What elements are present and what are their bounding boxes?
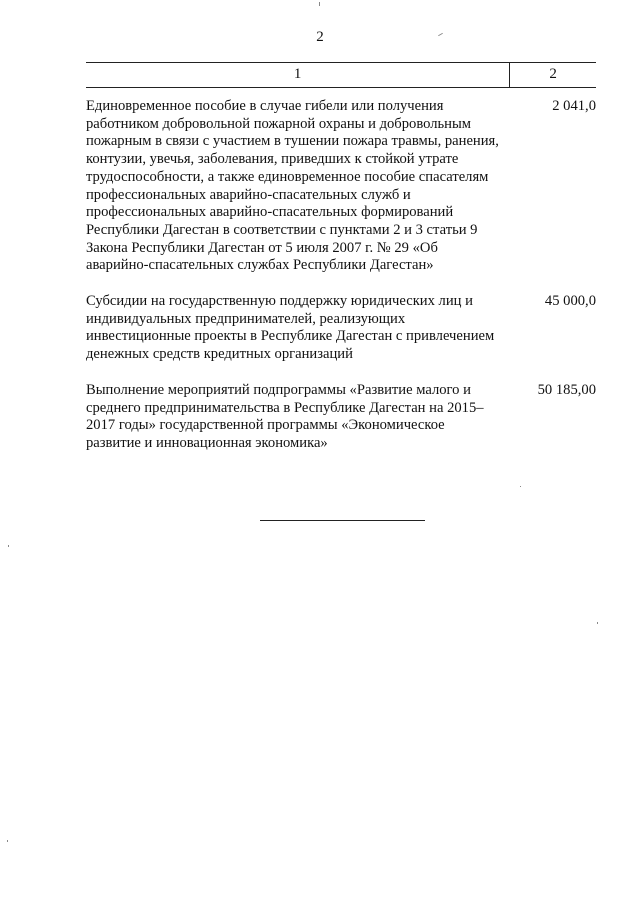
table-header-row: [86, 63, 596, 88]
table-row: [86, 275, 596, 364]
table-row: [86, 364, 596, 453]
page-number: 2: [316, 29, 324, 45]
row-description: Единовременное пособие в случае гибели или получения работником добровольной пожарной охраны и добровольным пожарным в связи с участием в тушении пожара травмы, ранения, контузии, увечья, заболевания, приведших к стойкой утрате трудоспособности, а также единовременное пособие спасателям профессиональных аварийно-спасательных служб и профессиональных аварийно-спасательных формирований Республики Дагестан в соответствии с пунктами 2 и 3 статьи 9 Закона Республики Дагестан от 5 июля 2007 г. № 29 «Об аварийно-спасательных службах Республики Дагестан»: [86, 98, 499, 274]
table-row: [86, 88, 596, 276]
row-amount: 45 000,0: [544, 293, 596, 310]
scan-speck: [319, 2, 320, 6]
scan-speck: [7, 840, 8, 842]
row-amount: 2 041,0: [552, 98, 596, 114]
column-header-1: 1: [86, 63, 510, 88]
scan-speck: [597, 622, 598, 624]
row-description: Выполнение мероприятий подпрограммы «Развитие малого и среднего предпринимательства в Республике Дагестан на 2015–2017 годы» государственной программы «Экономическое развитие и инновационная экономика»: [86, 381, 484, 451]
scan-speck: [520, 486, 521, 487]
scan-speck: [8, 545, 9, 547]
end-rule: [260, 520, 425, 521]
row-amount: 50 185,00: [537, 381, 596, 398]
column-header-2: 2: [510, 63, 596, 88]
budget-table: [86, 62, 596, 453]
row-description: Субсидии на государственную поддержку юридических лиц и индивидуальных предпринимателей, реализующих инвестиционные проекты в Республике Дагестан с привлечением денежных средств кредитных организаций: [86, 293, 495, 363]
